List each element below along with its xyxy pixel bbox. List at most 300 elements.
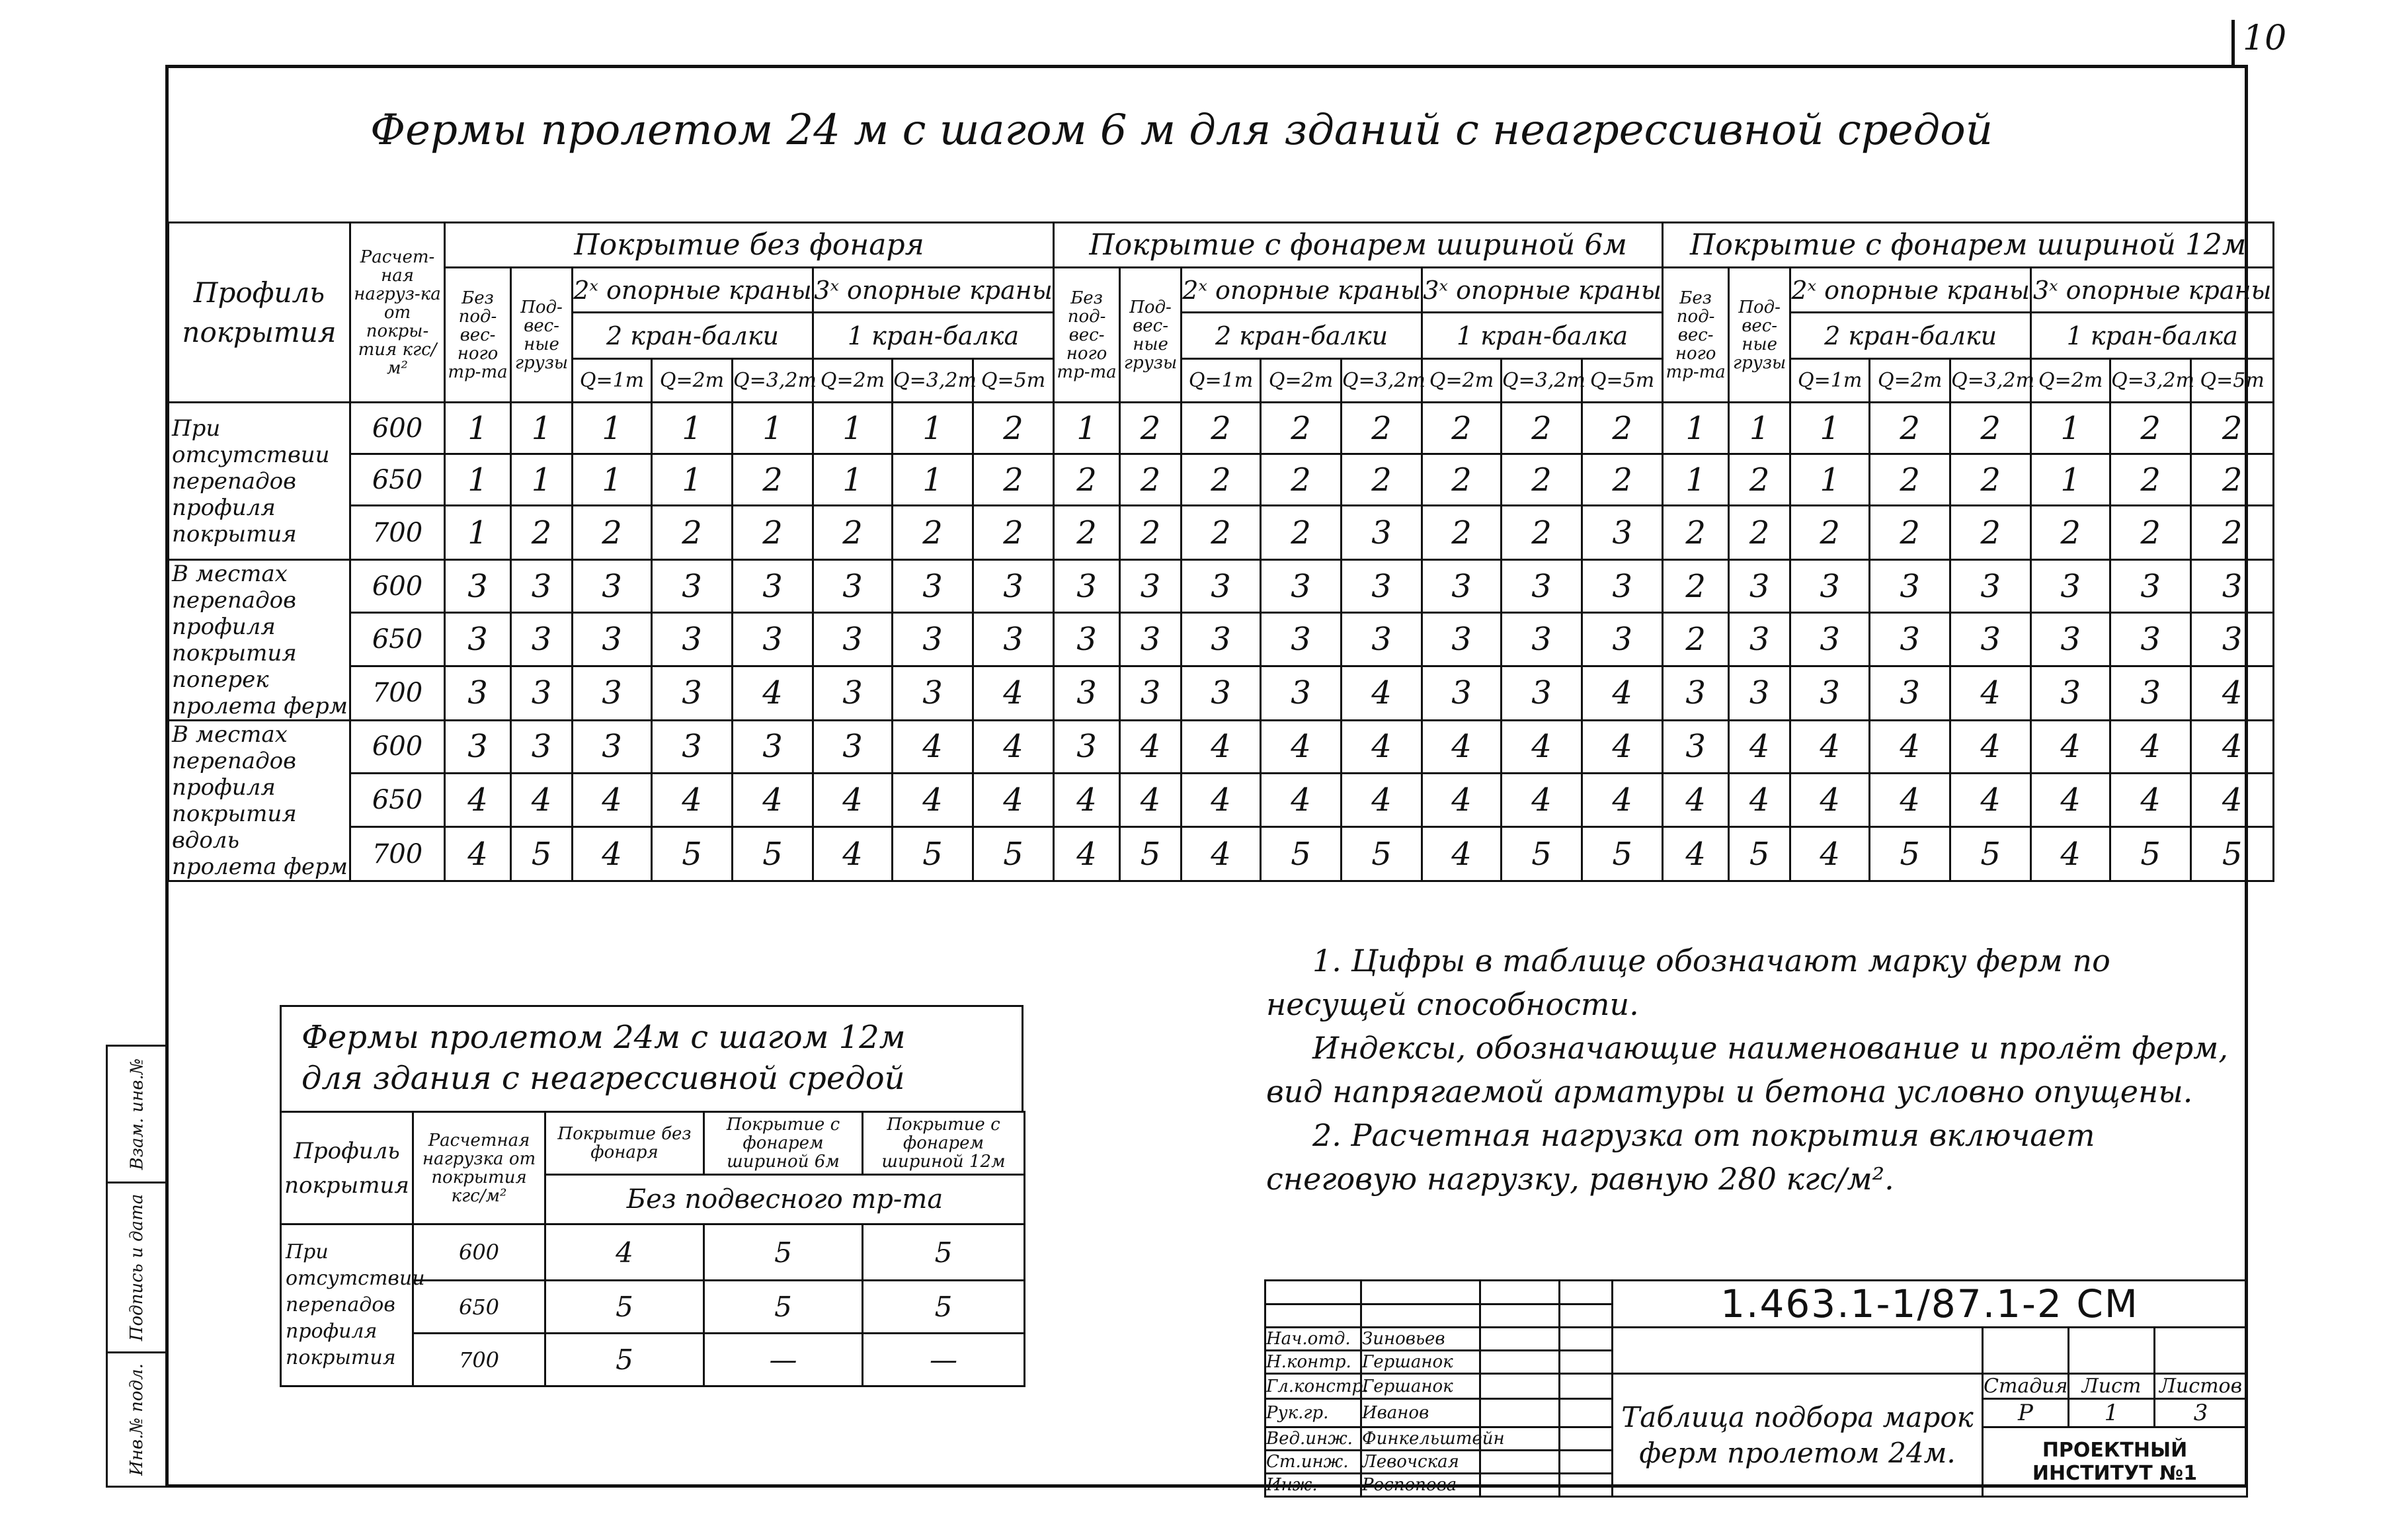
truss-mark-cell: 4 xyxy=(1120,773,1182,827)
truss-mark-cell: 2 xyxy=(573,506,652,560)
stage-label: Стадия xyxy=(1984,1375,2068,1398)
truss-mark-cell: 4 xyxy=(1663,827,1729,881)
truss-mark-cell: 1 xyxy=(2031,403,2110,454)
truss-mark-cell: 3 xyxy=(652,560,733,613)
truss-mark-cell: 3 xyxy=(1582,613,1663,666)
truss-mark-cell: 3 xyxy=(1950,613,2031,666)
truss-mark-cell: 1 xyxy=(445,506,511,560)
truss-mark-cell: 1 xyxy=(813,403,893,454)
truss-mark-cell: 3 xyxy=(1729,560,1790,613)
q-label: Q=3,2т xyxy=(1502,359,1582,403)
truss-mark-cell: 5 xyxy=(1502,827,1582,881)
truss-mark-cell: 2 xyxy=(1729,454,1790,506)
truss-mark-cell: 1 xyxy=(511,403,573,454)
row-load: 700 xyxy=(350,506,445,560)
q-label: Q=2т xyxy=(1261,359,1342,403)
truss-mark-cell: 2 xyxy=(1950,403,2031,454)
truss-mark-cell: 2 xyxy=(2110,454,2191,506)
col-load-header: Расчет-ная нагруз-ка от покры-тия кгс/м² xyxy=(350,223,445,403)
truss-mark-cell: 3 xyxy=(813,613,893,666)
truss-mark-cell: 4 xyxy=(1790,773,1870,827)
main-title: Фермы пролетом 24 м с шагом 6 м для зданий с неагрессивной средой xyxy=(370,106,1993,155)
truss-mark-cell: 2 xyxy=(2191,454,2274,506)
row-load: 600 xyxy=(350,721,445,774)
truss-mark-cell: 1 xyxy=(1663,403,1729,454)
truss-mark-cell: 3 xyxy=(1870,560,1950,613)
truss-mark-cell: 4 xyxy=(1790,721,1870,774)
staff-name: Левочская xyxy=(1361,1451,1480,1474)
truss-mark-cell: 4 xyxy=(1870,721,1950,774)
small-table-title-line1: Фермы пролетом 24м с шагом 12м xyxy=(301,1019,906,1056)
truss-mark-cell: 3 xyxy=(1054,613,1120,666)
staff-name: Роспопова xyxy=(1361,1474,1480,1497)
truss-mark-cell: 1 xyxy=(445,403,511,454)
truss-mark-cell: 3 xyxy=(1502,560,1582,613)
small-cell: — xyxy=(704,1334,863,1386)
truss-mark-cell: 3 xyxy=(2110,666,2191,720)
doc-title: Таблица подбора марок ферм пролетом 24м. xyxy=(1613,1374,1983,1497)
signature-cell xyxy=(1480,1374,1560,1399)
truss-mark-cell: 3 xyxy=(1261,666,1342,720)
truss-mark-cell: 1 xyxy=(652,454,733,506)
truss-mark-cell: 4 xyxy=(893,773,973,827)
truss-mark-cell: 4 xyxy=(1729,721,1790,774)
truss-mark-cell: 3 xyxy=(1790,613,1870,666)
truss-mark-cell: 2 xyxy=(1182,403,1261,454)
truss-mark-cell: 4 xyxy=(1054,773,1120,827)
institute: ПРОЕКТНЫЙ ИНСТИТУТ №1 xyxy=(1983,1427,2247,1497)
q-label: Q=5т xyxy=(2191,359,2274,403)
truss-mark-cell: 3 xyxy=(445,666,511,720)
notes xyxy=(1266,939,2238,1201)
side-label-signature-date: Подпись и дата xyxy=(127,1193,147,1342)
truss-mark-cell: 2 xyxy=(1120,506,1182,560)
note-2: 2. Расчетная нагрузка от покрытия включает снеговую нагрузку, равную 280 кгс/м². xyxy=(1266,1117,2095,1197)
truss-mark-cell: 3 xyxy=(652,613,733,666)
truss-mark-cell: 3 xyxy=(1342,560,1422,613)
truss-mark-cell: 2 xyxy=(1502,403,1582,454)
two-crane-beams-header: 2 кран-балки xyxy=(573,313,813,359)
truss-mark-cell: 1 xyxy=(511,454,573,506)
truss-mark-cell: 2 xyxy=(1182,506,1261,560)
truss-mark-cell: 4 xyxy=(652,773,733,827)
small-cell: 5 xyxy=(863,1224,1025,1281)
truss-mark-cell: 2 xyxy=(511,506,573,560)
truss-mark-cell: 2 xyxy=(1054,454,1120,506)
truss-mark-cell: 3 xyxy=(1582,506,1663,560)
truss-mark-cell: 3 xyxy=(652,721,733,774)
three-support-cranes-header: 3ˣ опорные краны xyxy=(1422,268,1663,313)
truss-mark-cell: 4 xyxy=(1261,773,1342,827)
sheet-label: Лист xyxy=(2069,1374,2155,1399)
truss-mark-cell: 3 xyxy=(1950,560,2031,613)
truss-mark-cell: 2 xyxy=(2191,403,2274,454)
page-number: 10 xyxy=(2243,19,2287,58)
row-load: 600 xyxy=(350,403,445,454)
staff-name: Гершанок xyxy=(1361,1351,1480,1374)
q-label: Q=1т xyxy=(1182,359,1261,403)
small-cell: 5 xyxy=(704,1224,863,1281)
truss-mark-cell: 3 xyxy=(1582,560,1663,613)
truss-mark-cell: 2 xyxy=(1663,613,1729,666)
row-load: 700 xyxy=(350,827,445,881)
truss-mark-cell: 2 xyxy=(1422,454,1502,506)
small-col-load: Расчетная нагрузка от покрытия кгс/м² xyxy=(413,1112,545,1224)
truss-mark-cell: 3 xyxy=(1182,613,1261,666)
side-label-box xyxy=(106,1045,168,1183)
suspended-header: Под-вес-ные грузы xyxy=(511,268,573,403)
truss-mark-cell: 3 xyxy=(1790,560,1870,613)
truss-mark-cell: 5 xyxy=(1120,827,1182,881)
one-crane-beam-header: 1 кран-балка xyxy=(1422,313,1663,359)
three-support-cranes-header: 3ˣ опорные краны xyxy=(2031,268,2274,313)
group-lantern-12m: Покрытие с фонарем шириной 12м xyxy=(1663,223,2274,268)
truss-mark-cell: 2 xyxy=(1261,403,1342,454)
truss-mark-cell: 2 xyxy=(1790,506,1870,560)
truss-mark-cell: 3 xyxy=(2110,560,2191,613)
staff-role: Вед.инж. xyxy=(1265,1427,1361,1451)
truss-mark-cell: 4 xyxy=(1502,773,1582,827)
truss-mark-cell: 1 xyxy=(573,454,652,506)
truss-mark-cell: 5 xyxy=(2110,827,2191,881)
small-group-lantern-12m: Покрытие с фонарем шириной 12м xyxy=(863,1112,1025,1175)
truss-mark-cell: 2 xyxy=(1342,403,1422,454)
truss-mark-cell: 4 xyxy=(573,827,652,881)
truss-mark-cell: 3 xyxy=(1054,560,1120,613)
truss-mark-cell: 4 xyxy=(2110,773,2191,827)
two-support-cranes-header: 2ˣ опорные краны xyxy=(573,268,813,313)
truss-mark-cell: 2 xyxy=(2191,506,2274,560)
small-cell: — xyxy=(863,1334,1025,1386)
truss-mark-cell: 3 xyxy=(1120,560,1182,613)
truss-mark-cell: 2 xyxy=(1870,454,1950,506)
truss-mark-cell: 5 xyxy=(973,827,1054,881)
truss-mark-cell: 3 xyxy=(573,666,652,720)
truss-mark-cell: 3 xyxy=(2031,560,2110,613)
small-col-profile: Профиль покрытия xyxy=(281,1112,413,1224)
truss-mark-cell: 2 xyxy=(2031,506,2110,560)
small-cell: 4 xyxy=(545,1224,704,1281)
note-1: 1. Цифры в таблице обозначают марку ферм по несущей способности. xyxy=(1266,943,2110,1022)
truss-mark-cell: 4 xyxy=(445,827,511,881)
truss-mark-cell: 3 xyxy=(733,613,813,666)
q-label: Q=5т xyxy=(973,359,1054,403)
staff-name: Гершанок xyxy=(1361,1374,1480,1399)
q-label: Q=5т xyxy=(1582,359,1663,403)
truss-mark-cell: 4 xyxy=(1342,666,1422,720)
truss-mark-cell: 5 xyxy=(733,827,813,881)
truss-mark-cell: 4 xyxy=(2031,721,2110,774)
staff-role: Н.контр. xyxy=(1265,1351,1361,1374)
truss-mark-cell: 2 xyxy=(733,506,813,560)
q-label: Q=2т xyxy=(652,359,733,403)
row-load: 650 xyxy=(350,613,445,666)
truss-mark-cell: 5 xyxy=(1870,827,1950,881)
stage-value: Р xyxy=(1983,1399,2069,1427)
q-label: Q=3,2т xyxy=(2110,359,2191,403)
truss-mark-cell: 3 xyxy=(973,560,1054,613)
truss-mark-cell: 4 xyxy=(1342,773,1422,827)
group-no-lantern: Покрытие без фонаря xyxy=(445,223,1054,268)
two-support-cranes-header: 2ˣ опорные краны xyxy=(1790,268,2031,313)
truss-mark-cell: 4 xyxy=(1582,773,1663,827)
small-load: 650 xyxy=(413,1281,545,1334)
truss-mark-cell: 3 xyxy=(445,721,511,774)
truss-mark-cell: 4 xyxy=(1950,773,2031,827)
truss-mark-cell: 3 xyxy=(2031,613,2110,666)
truss-mark-cell: 3 xyxy=(1054,666,1120,720)
truss-mark-cell: 2 xyxy=(1870,403,1950,454)
truss-mark-cell: 2 xyxy=(1663,560,1729,613)
staff-role: Ст.инж. xyxy=(1265,1451,1361,1474)
truss-mark-cell: 5 xyxy=(2191,827,2274,881)
truss-mark-cell: 2 xyxy=(1120,454,1182,506)
truss-mark-cell: 4 xyxy=(445,773,511,827)
truss-mark-cell: 2 xyxy=(1950,454,2031,506)
truss-mark-cell: 2 xyxy=(2110,403,2191,454)
truss-mark-cell: 2 xyxy=(1261,454,1342,506)
truss-mark-cell: 4 xyxy=(1870,773,1950,827)
truss-mark-cell: 2 xyxy=(1342,454,1422,506)
small-load: 700 xyxy=(413,1334,545,1386)
col-profile-header: Профиль покрытия xyxy=(169,223,350,403)
truss-mark-cell: 2 xyxy=(1663,506,1729,560)
truss-mark-cell: 4 xyxy=(573,773,652,827)
truss-mark-cell: 3 xyxy=(573,721,652,774)
small-group-lantern-6m: Покрытие с фонарем шириной 6м xyxy=(704,1112,863,1175)
one-crane-beam-header: 1 кран-балка xyxy=(2031,313,2274,359)
truss-mark-cell: 4 xyxy=(813,827,893,881)
truss-mark-cell: 3 xyxy=(1182,666,1261,720)
truss-mark-cell: 2 xyxy=(973,403,1054,454)
truss-mark-cell: 4 xyxy=(1582,666,1663,720)
truss-table-12m-step xyxy=(280,1111,1025,1387)
truss-mark-cell: 4 xyxy=(733,666,813,720)
page-number-divider xyxy=(2231,20,2235,66)
truss-mark-cell: 4 xyxy=(2031,827,2110,881)
truss-mark-cell: 1 xyxy=(652,403,733,454)
truss-mark-cell: 4 xyxy=(893,721,973,774)
truss-mark-cell: 1 xyxy=(733,403,813,454)
truss-mark-cell: 3 xyxy=(511,613,573,666)
truss-mark-cell: 1 xyxy=(1663,454,1729,506)
note-1-indices: Индексы, обозначающие наименование и пролёт ферм, вид напрягаемой арматуры и бетона условно опущены. xyxy=(1266,1030,2228,1109)
side-label-replacement: Взам. инв.№ xyxy=(127,1058,147,1170)
q-label: Q=3,2т xyxy=(1950,359,2031,403)
truss-mark-cell: 3 xyxy=(1663,721,1729,774)
two-crane-beams-header: 2 кран-балки xyxy=(1790,313,2031,359)
truss-mark-cell: 4 xyxy=(1182,721,1261,774)
truss-mark-cell: 3 xyxy=(893,666,973,720)
row-load: 700 xyxy=(350,666,445,720)
small-cell: 5 xyxy=(545,1281,704,1334)
truss-mark-cell: 3 xyxy=(1870,666,1950,720)
truss-mark-cell: 2 xyxy=(1502,454,1582,506)
truss-mark-cell: 3 xyxy=(1120,666,1182,720)
truss-mark-cell: 1 xyxy=(893,403,973,454)
truss-mark-cell: 4 xyxy=(1950,666,2031,720)
truss-mark-cell: 2 xyxy=(652,506,733,560)
signature-cell xyxy=(1480,1451,1560,1474)
truss-mark-cell: 3 xyxy=(652,666,733,720)
small-load: 600 xyxy=(413,1224,545,1281)
staff-role: Инж. xyxy=(1265,1474,1361,1497)
truss-mark-cell: 2 xyxy=(893,506,973,560)
side-label-box xyxy=(106,1351,168,1488)
truss-mark-cell: 1 xyxy=(2031,454,2110,506)
row-load: 600 xyxy=(350,560,445,613)
truss-mark-cell: 3 xyxy=(1120,613,1182,666)
suspended-header: Под-вес-ные грузы xyxy=(1729,268,1790,403)
truss-mark-cell: 3 xyxy=(445,560,511,613)
truss-mark-cell: 2 xyxy=(2110,506,2191,560)
truss-mark-cell: 4 xyxy=(973,721,1054,774)
truss-mark-cell: 2 xyxy=(1422,403,1502,454)
truss-mark-cell: 2 xyxy=(1582,454,1663,506)
truss-mark-cell: 3 xyxy=(1502,666,1582,720)
truss-mark-cell: 3 xyxy=(733,560,813,613)
small-cell: 5 xyxy=(704,1281,863,1334)
no-suspended-header: Без под-вес-ного тр-та xyxy=(1054,268,1120,403)
title-block xyxy=(1264,1279,2248,1498)
doc-code: 1.463.1-1/87.1-2 СМ xyxy=(1613,1281,2247,1328)
truss-mark-cell: 4 xyxy=(1582,721,1663,774)
truss-mark-cell: 3 xyxy=(445,613,511,666)
truss-mark-cell: 3 xyxy=(893,560,973,613)
truss-mark-cell: 2 xyxy=(1261,506,1342,560)
truss-mark-cell: 4 xyxy=(511,773,573,827)
q-label: Q=2т xyxy=(2031,359,2110,403)
small-subheader: Без подвесного тр-та xyxy=(545,1175,1025,1224)
staff-name: Зиновьев xyxy=(1361,1328,1480,1351)
truss-mark-cell: 3 xyxy=(1422,613,1502,666)
truss-mark-cell: 3 xyxy=(2191,613,2274,666)
truss-mark-cell: 4 xyxy=(2191,773,2274,827)
truss-mark-cell: 2 xyxy=(1120,403,1182,454)
truss-mark-cell: 5 xyxy=(652,827,733,881)
truss-mark-cell: 1 xyxy=(1790,454,1870,506)
two-crane-beams-header: 2 кран-балки xyxy=(1182,313,1422,359)
truss-mark-cell: 4 xyxy=(1422,773,1502,827)
truss-mark-cell: 4 xyxy=(813,773,893,827)
q-label: Q=1т xyxy=(573,359,652,403)
no-suspended-header: Без под-вес-ного тр-та xyxy=(1663,268,1729,403)
truss-mark-cell: 2 xyxy=(973,506,1054,560)
sheet-value: 1 xyxy=(2069,1399,2155,1427)
truss-mark-cell: 2 xyxy=(813,506,893,560)
truss-mark-cell: 2 xyxy=(1950,506,2031,560)
truss-mark-cell: 3 xyxy=(1663,666,1729,720)
staff-name: Иванов xyxy=(1361,1399,1480,1427)
truss-mark-cell: 1 xyxy=(1729,403,1790,454)
truss-mark-cell: 5 xyxy=(1729,827,1790,881)
truss-mark-cell: 5 xyxy=(1261,827,1342,881)
truss-mark-cell: 5 xyxy=(893,827,973,881)
truss-mark-cell: 2 xyxy=(1182,454,1261,506)
row-group-label: При отсутствии перепадов профиля покрытия xyxy=(169,403,350,560)
truss-mark-cell: 4 xyxy=(1054,827,1120,881)
truss-mark-cell: 1 xyxy=(445,454,511,506)
truss-mark-cell: 4 xyxy=(1790,827,1870,881)
truss-mark-cell: 3 xyxy=(1261,560,1342,613)
suspended-header: Под-вес-ные грузы xyxy=(1120,268,1182,403)
three-support-cranes-header: 3ˣ опорные краны xyxy=(813,268,1054,313)
truss-mark-cell: 4 xyxy=(1502,721,1582,774)
truss-mark-cell: 4 xyxy=(1182,773,1261,827)
truss-mark-cell: 3 xyxy=(573,560,652,613)
truss-mark-cell: 1 xyxy=(1054,403,1120,454)
truss-mark-cell: 2 xyxy=(1870,506,1950,560)
truss-mark-cell: 4 xyxy=(973,666,1054,720)
signature-cell xyxy=(1480,1474,1560,1497)
side-strip xyxy=(106,1045,168,1488)
q-label: Q=1т xyxy=(1790,359,1870,403)
truss-mark-cell: 3 xyxy=(511,666,573,720)
truss-mark-cell: 4 xyxy=(2031,773,2110,827)
side-label-inventory: Инв.№ подл. xyxy=(127,1363,147,1476)
small-table-title-line2: для здания с неагрессивной средой xyxy=(301,1060,905,1097)
truss-mark-cell: 3 xyxy=(1790,666,1870,720)
truss-mark-cell: 4 xyxy=(2191,721,2274,774)
truss-mark-cell: 4 xyxy=(1342,721,1422,774)
truss-mark-cell: 2 xyxy=(973,454,1054,506)
q-label: Q=3,2т xyxy=(733,359,813,403)
truss-mark-cell: 4 xyxy=(1182,827,1261,881)
truss-mark-cell: 4 xyxy=(2110,721,2191,774)
sheets-label: Листов xyxy=(2155,1374,2247,1399)
truss-mark-cell: 2 xyxy=(1582,403,1663,454)
truss-mark-cell: 5 xyxy=(511,827,573,881)
small-row-label: При отсутствии перепадов профиля покрытия xyxy=(281,1224,413,1386)
truss-mark-cell: 3 xyxy=(893,613,973,666)
q-label: Q=3,2т xyxy=(1342,359,1422,403)
truss-mark-cell: 3 xyxy=(733,721,813,774)
truss-mark-cell: 3 xyxy=(573,613,652,666)
truss-mark-cell: 3 xyxy=(813,721,893,774)
truss-mark-cell: 4 xyxy=(1663,773,1729,827)
truss-mark-cell: 5 xyxy=(1342,827,1422,881)
truss-mark-cell: 3 xyxy=(813,666,893,720)
truss-mark-cell: 3 xyxy=(1729,613,1790,666)
row-load: 650 xyxy=(350,454,445,506)
signature-cell xyxy=(1480,1399,1560,1427)
sheets-value: 3 xyxy=(2155,1399,2247,1427)
truss-mark-cell: 3 xyxy=(2191,560,2274,613)
staff-name: Финкельштейн xyxy=(1361,1427,1480,1451)
truss-mark-cell: 5 xyxy=(1950,827,2031,881)
row-load: 650 xyxy=(350,773,445,827)
row-group-label: В местах перепадов профиля покрытия поперек пролета ферм xyxy=(169,560,350,721)
truss-mark-cell: 3 xyxy=(973,613,1054,666)
truss-mark-cell: 4 xyxy=(1422,827,1502,881)
truss-mark-cell: 1 xyxy=(573,403,652,454)
staff-role: Гл.констр. xyxy=(1265,1374,1361,1399)
truss-mark-cell: 4 xyxy=(1120,721,1182,774)
row-group-label: В местах перепадов профиля покрытия вдоль пролета ферм xyxy=(169,721,350,881)
truss-mark-cell: 5 xyxy=(1582,827,1663,881)
truss-mark-cell: 3 xyxy=(1422,666,1502,720)
truss-mark-cell: 3 xyxy=(813,560,893,613)
q-label: Q=2т xyxy=(813,359,893,403)
small-cell: 5 xyxy=(545,1334,704,1386)
truss-mark-cell: 4 xyxy=(733,773,813,827)
truss-selection-table xyxy=(167,221,2274,882)
truss-mark-cell: 3 xyxy=(1502,613,1582,666)
truss-mark-cell: 3 xyxy=(511,560,573,613)
side-label-box xyxy=(106,1182,168,1353)
truss-mark-cell: 3 xyxy=(1261,613,1342,666)
truss-mark-cell: 3 xyxy=(1870,613,1950,666)
